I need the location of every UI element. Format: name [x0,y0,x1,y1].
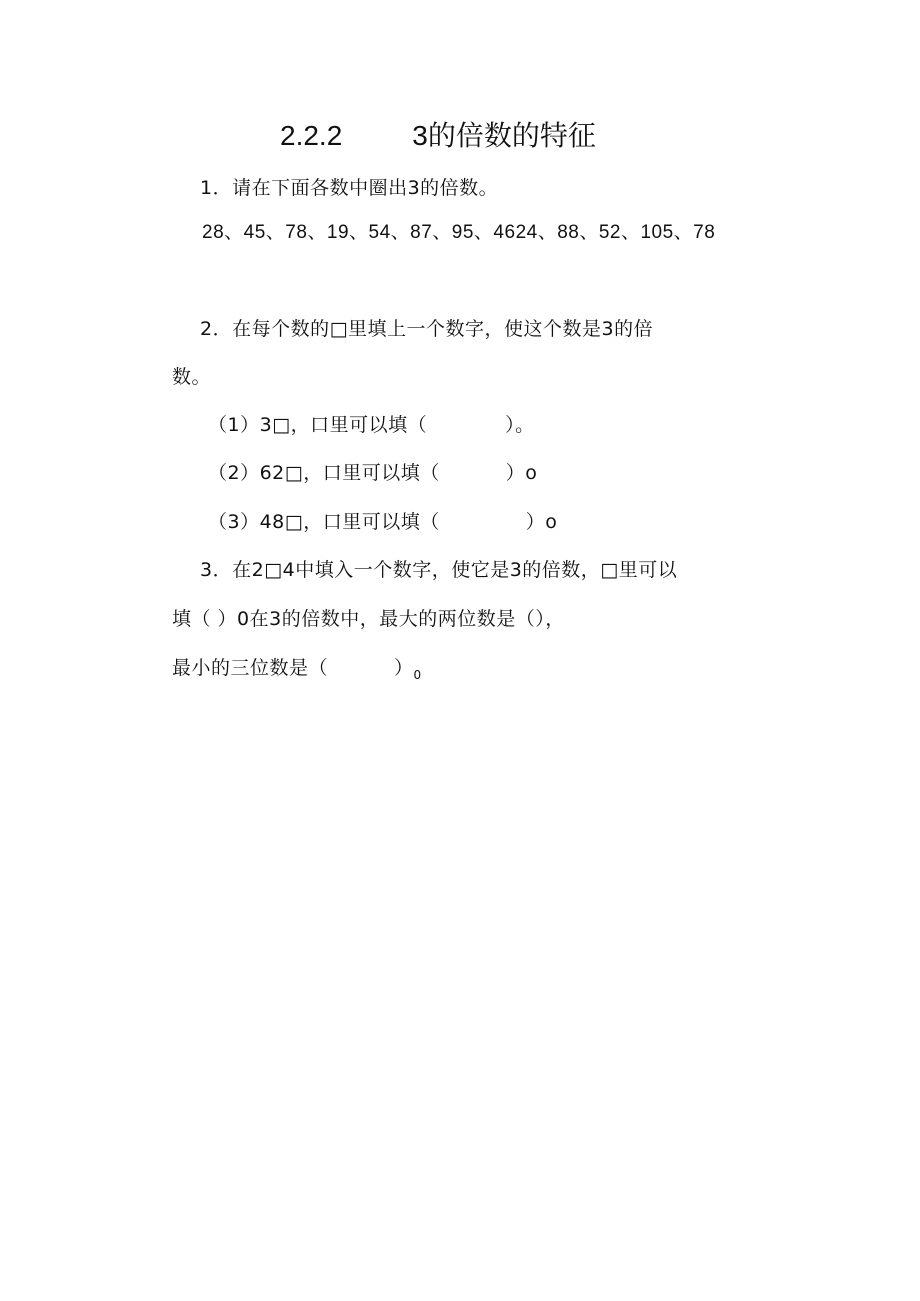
q2-item-3-label: （3）48□，口里可以填（ [208,511,440,533]
title-text: 3的倍数的特征 [412,120,596,151]
q2-prompt-line2: 数。 [172,366,212,388]
q2-item-2 [208,461,537,485]
q3-line3-close: ） [394,657,414,679]
q3-line3-text: 最小的三位数是（ [172,657,329,679]
q3-line3-sub: 0 [413,668,422,682]
q2-item-3 [208,510,557,534]
q2-prompt-line1: 2．在每个数的□里填上一个数字，使这个数是3的倍 [200,318,654,340]
q1-prompt: 1．请在下面各数中圈出3的倍数。 [200,177,499,199]
q2-item-1-close: ）。 [505,414,535,436]
q1-numbers: 28、45、78、19、54、87、95、4624、88、52、105、78 [202,222,716,243]
q3-line1: 3．在2□4中填入一个数字，使它是3的倍数，□里可以 [200,559,678,581]
q3-line2: 填（ ）0在3的倍数中，最大的两位数是（）， [172,608,565,630]
q2-item-1 [208,413,535,437]
q2-item-2-close: ）o [505,462,538,484]
q2-item-3-close: ）o [525,511,558,533]
page-title [280,118,596,154]
section-number: 2.2.2 [280,120,343,151]
q3-line3 [172,656,422,687]
q2-item-2-label: （2）62□，口里可以填（ [208,462,440,484]
q2-item-1-label: （1）3□，口里可以填（ [208,414,428,436]
